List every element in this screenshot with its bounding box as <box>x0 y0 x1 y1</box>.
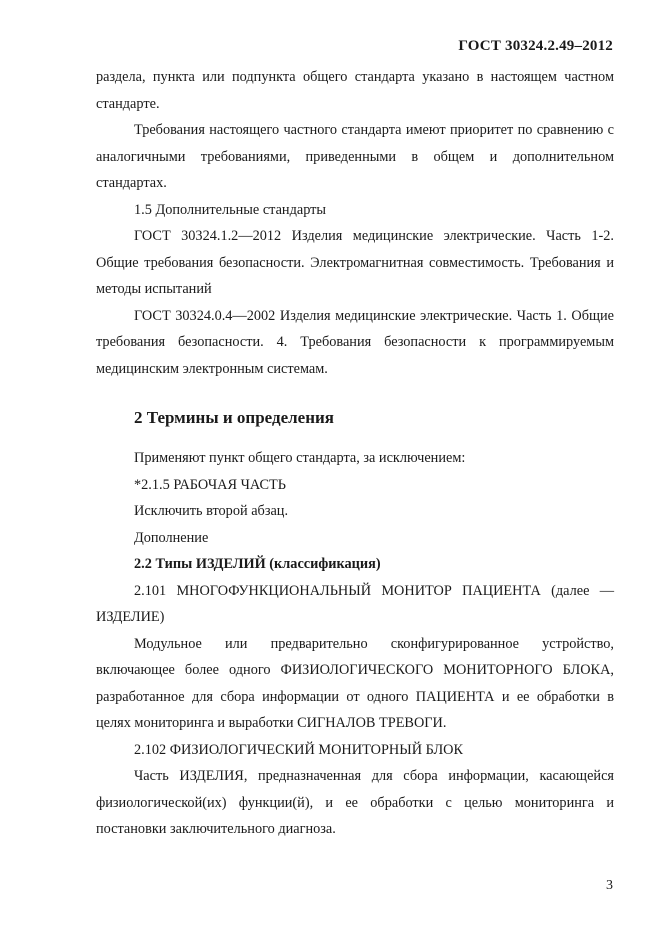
clause-2-101-title: 2.101 МНОГОФУНКЦИОНАЛЬНЫЙ МОНИТОР ПАЦИЕНТА (далее — ИЗДЕЛИЕ) <box>96 582 614 625</box>
clause-2-102-definition: Часть ИЗДЕЛИЯ, предназначенная для сбора информации, касающейся физиологической(их) функции(й), и ее обработки с целью мониторинга и постановки заключительного диагноза. <box>96 768 614 837</box>
paragraph-exclude: Исключить второй абзац. <box>134 503 289 519</box>
paragraph-apply: Применяют пункт общего стандарта, за исключением: <box>134 450 466 466</box>
paragraph-continuation: раздела, пункта или подпункта общего стандарта указано в настоящем частном стандарте. <box>96 69 614 112</box>
paragraph-priority: Требования настоящего частного стандарта имеют приоритет по сравнению с аналогичными требованиями, приведенными в общем и дополнительном стандартах. <box>96 122 614 191</box>
clause-2-102-title: 2.102 ФИЗИОЛОГИЧЕСКИЙ МОНИТОРНЫЙ БЛОК <box>134 741 464 758</box>
reference-gost-1-2: ГОСТ 30324.1.2—2012 Изделия медицинские электрические. Часть 1-2. Общие требования безопасности. Электромагнитная совместимость. Требования и методы испытаний <box>96 228 614 297</box>
page-number: 3 <box>606 878 613 893</box>
clause-2-101-definition: Модульное или предварительно сконфигурированное устройство, включающее более одного ФИЗИОЛОГИЧЕСКОГО МОНИТОРНОГО БЛОКА, разработанное для сбора информации от одного ПАЦИЕНТА и ее обработки в целях мониторинга и выработки СИГНАЛОВ ТРЕВОГИ. <box>96 635 614 731</box>
clause-1-5-title: 1.5 Дополнительные стандарты <box>134 201 327 218</box>
document-body <box>96 64 614 843</box>
paragraph-addition: Дополнение <box>134 529 209 546</box>
section-2-heading: 2 Термины и определения <box>134 408 335 427</box>
reference-gost-0-4: ГОСТ 30324.0.4—2002 Изделия медицинские электрические. Часть 1. Общие требования безопасности. 4. Требования безопасности к программируемым медицинским электронным системам. <box>96 307 614 377</box>
clause-2-1-5: *2.1.5 РАБОЧАЯ ЧАСТЬ <box>134 476 286 493</box>
standard-code-header: ГОСТ 30324.2.49–2012 <box>458 38 613 54</box>
clause-2-2-title: 2.2 Типы ИЗДЕЛИЙ (классификация) <box>134 556 381 572</box>
